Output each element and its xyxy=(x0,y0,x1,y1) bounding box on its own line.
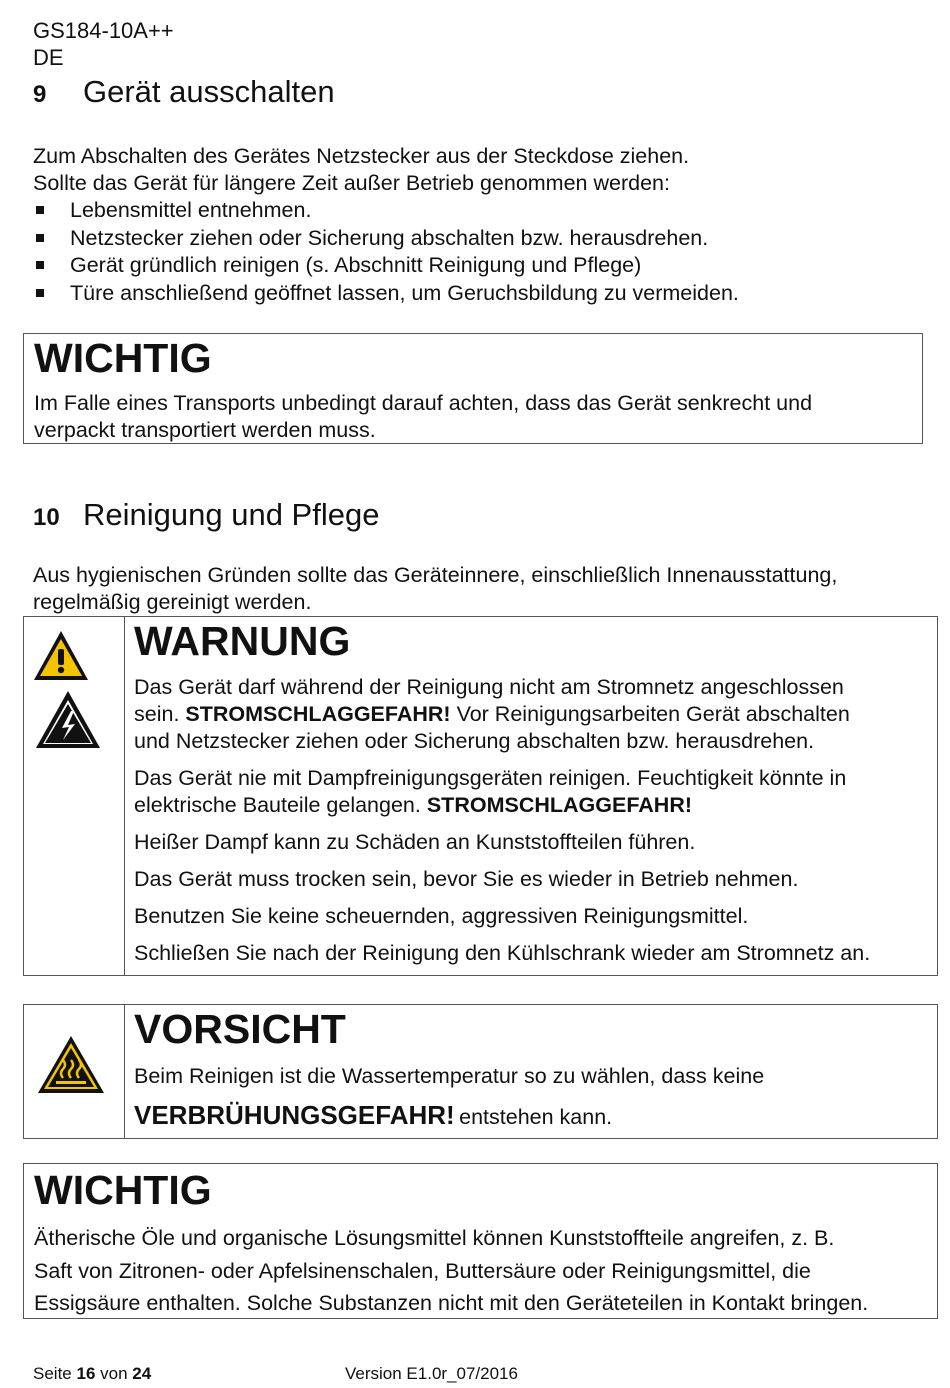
bullet-list xyxy=(33,197,739,307)
list-item-text: Lebensmittel entnehmen. xyxy=(70,198,312,222)
hot-surface-icon xyxy=(36,1034,106,1096)
warning-text: und Netzstecker ziehen oder Sicherung abschalten bzw. herausdrehen. xyxy=(134,729,815,753)
warning-text: Schließen Sie nach der Reinigung den Kühlschrank wieder am Stromnetz an. xyxy=(134,941,871,965)
bullet-square-icon xyxy=(36,206,44,214)
section-number: 10 xyxy=(33,504,60,531)
notice-title: WICHTIG xyxy=(34,1167,212,1213)
important-notice-box xyxy=(23,333,923,444)
caution-content xyxy=(134,1005,929,1135)
list-item xyxy=(33,252,739,280)
warning-text: Das Gerät darf während der Reinigung nicht am Stromnetz angeschlossen xyxy=(134,675,844,699)
warning-text xyxy=(134,792,929,819)
warning-icon-column xyxy=(24,617,125,975)
warning-triangle-icon xyxy=(32,629,90,683)
section-title: Reinigung und Pflege xyxy=(83,497,380,532)
text-span: entstehen kann. xyxy=(459,1105,613,1129)
notice-title: WICHTIG xyxy=(34,335,212,381)
bullet-square-icon xyxy=(36,261,44,269)
caution-box xyxy=(23,1004,938,1139)
text-span: Vor Reinigungsarbeiten Gerät abschalten xyxy=(456,702,850,726)
caution-text xyxy=(134,1100,929,1135)
important-notice-box xyxy=(23,1163,938,1319)
page-total: 24 xyxy=(132,1364,152,1383)
warning-text: Heißer Dampf kann zu Schäden an Kunststoffteilen führen. xyxy=(134,830,696,854)
electric-shock-icon xyxy=(34,689,102,751)
page-prefix: Seite xyxy=(33,1364,72,1383)
model-number: GS184-10A++ xyxy=(33,18,174,43)
page-number xyxy=(33,1364,151,1384)
list-item xyxy=(33,225,739,253)
list-item-text: Gerät gründlich reinigen (s. Abschnitt Reinigung und Pflege) xyxy=(70,253,642,277)
warning-text: Das Gerät muss trocken sein, bevor Sie es wieder in Betrieb nehmen. xyxy=(134,867,799,891)
text-span: elektrische Bauteile gelangen. xyxy=(134,793,421,817)
warning-title: WARNUNG xyxy=(134,618,351,664)
caution-icon-column xyxy=(24,1005,125,1138)
warning-content xyxy=(134,617,929,967)
notice-text: verpackt transportiert werden muss. xyxy=(34,418,376,442)
warning-text xyxy=(134,701,929,728)
caution-text: Beim Reinigen ist die Wassertemperatur so zu wählen, dass keine xyxy=(134,1064,765,1088)
language-code: DE xyxy=(33,45,64,70)
section-number: 9 xyxy=(33,81,47,108)
list-item xyxy=(33,280,739,308)
paragraph: Zum Abschalten des Gerätes Netzstecker aus der Steckdose ziehen. xyxy=(33,144,690,168)
list-item xyxy=(33,197,739,225)
page-separator: von xyxy=(100,1364,128,1383)
warning-box xyxy=(23,616,938,976)
hazard-emphasis: STROMSCHLAGGEFAHR! xyxy=(426,793,693,817)
document-version: Version E1.0r_07/2016 xyxy=(345,1364,518,1383)
notice-text: Ätherische Öle und organische Lösungsmittel können Kunststoffteile angreifen, z. B. xyxy=(34,1226,835,1250)
notice-text: Saft von Zitronen- oder Apfelsinenschalen, Buttersäure oder Reinigungsmittel, die xyxy=(34,1258,811,1283)
paragraph: Sollte das Gerät für längere Zeit außer Betrieb genommen werden: xyxy=(33,171,670,195)
warning-text: Das Gerät nie mit Dampfreinigungsgeräten reinigen. Feuchtigkeit könnte in xyxy=(134,766,847,790)
hazard-emphasis: VERBRÜHUNGSGEFAHR! xyxy=(134,1100,455,1130)
caution-title: VORSICHT xyxy=(134,1006,346,1052)
bullet-square-icon xyxy=(36,234,44,242)
text-span: sein. xyxy=(134,702,180,726)
bullet-square-icon xyxy=(36,289,44,297)
paragraph: regelmäßig gereinigt werden. xyxy=(33,590,312,614)
list-item-text: Türe anschließend geöffnet lassen, um Geruchsbildung zu vermeiden. xyxy=(70,280,739,305)
notice-text-block xyxy=(34,1222,868,1320)
hazard-emphasis: STROMSCHLAGGEFAHR! xyxy=(185,702,451,726)
section-10-heading xyxy=(33,497,379,536)
warning-text: Benutzen Sie keine scheuernden, aggressiven Reinigungsmittel. xyxy=(134,904,749,928)
section-9-heading xyxy=(33,74,335,113)
list-item-text: Netzstecker ziehen oder Sicherung abschalten bzw. herausdrehen. xyxy=(70,225,709,250)
notice-text: Im Falle eines Transports unbedingt darauf achten, dass das Gerät senkrecht und xyxy=(34,391,813,415)
section-title: Gerät ausschalten xyxy=(83,74,335,109)
paragraph: Aus hygienischen Gründen sollte das Geräteinnere, einschließlich Innenausstattung, xyxy=(33,563,838,587)
notice-text: Essigsäure enthalten. Solche Substanzen nicht mit den Geräteteilen in Kontakt bringen. xyxy=(34,1291,869,1315)
page-current: 16 xyxy=(76,1364,96,1383)
